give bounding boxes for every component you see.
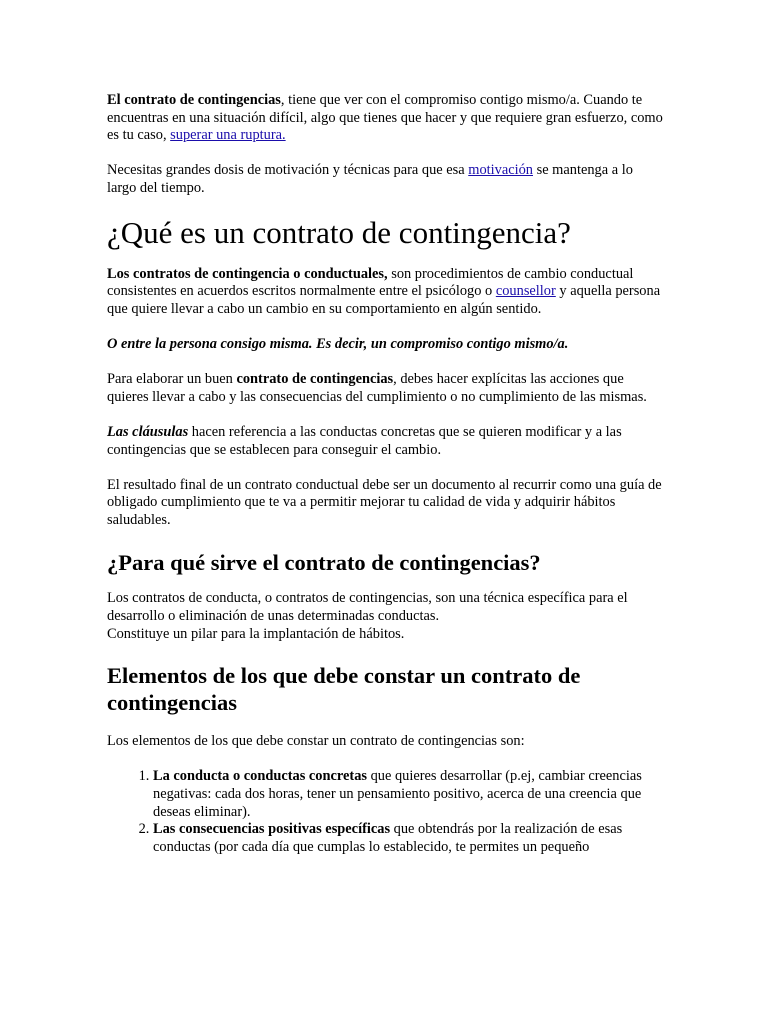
self-commitment-paragraph xyxy=(107,336,663,354)
clausulas-paragraph xyxy=(107,424,663,459)
clausulas-term: Las cláusulas xyxy=(107,423,189,440)
definition-text-after: y aquella persona que quiere llevar a cabo un cambio en su comportamiento en algún sentido. xyxy=(107,283,661,317)
heading-para-que-sirve: ¿Para qué sirve el contrato de contingencias? xyxy=(107,550,541,576)
purpose-paragraph: Los contratos de conducta, o contratos de contingencias, son una técnica específica para el desarrollo o eliminación de unas determinadas conductas. xyxy=(107,590,628,625)
list-item xyxy=(153,768,663,821)
definition-bold: Los contratos de contingencia o conductuales, xyxy=(107,265,388,282)
document-page xyxy=(107,92,663,856)
heading-elementos: Elementos de los que debe constar un contrato de contingencias xyxy=(107,663,581,716)
self-commitment-text: O entre la persona consigo misma. Es decir, un compromiso contigo mismo/a. xyxy=(107,335,569,352)
elaborate-text-after: , debes hacer explícitas las acciones que quieres llevar a cabo y las consecuencias del cumplimiento o no cumplimiento de las mismas. xyxy=(107,371,647,405)
pillar-paragraph: Constituye un pilar para la implantación de hábitos. xyxy=(107,625,405,642)
list-item-text: que obtendrás por la realización de esas conductas (por cada día que cumplas lo establecido, te permites un pequeño xyxy=(153,821,623,855)
list-item-text: que quieres desarrollar (p.ej, cambiar creencias negativas: cada dos horas, tener un pensamiento positivo, acerca de una creencia que deseas eliminar). xyxy=(153,768,642,820)
elaborate-paragraph xyxy=(107,371,663,406)
motivacion-link[interactable]: motivación xyxy=(468,162,533,179)
elements-intro-paragraph: Los elementos de los que debe constar un contrato de contingencias son: xyxy=(107,733,525,750)
motivation-text-before: Necesitas grandes dosis de motivación y técnicas para que esa xyxy=(107,162,469,179)
motivation-text-after: se mantenga a lo largo del tiempo. xyxy=(107,162,633,196)
result-paragraph: El resultado final de un contrato conductual debe ser un documento al recurrir como una guía de obligado cumplimiento que te va a permitir mejorar tu calidad de vida y adquirir hábitos saludables. xyxy=(107,476,662,528)
counsellor-link[interactable]: counsellor xyxy=(495,283,556,300)
elements-list xyxy=(107,768,663,856)
list-item-bold: La conducta o conductas concretas xyxy=(153,768,367,785)
motivation-paragraph xyxy=(107,162,663,197)
elaborate-bold: contrato de contingencias xyxy=(236,371,394,388)
list-item xyxy=(153,821,663,856)
superar-ruptura-link[interactable]: superar una ruptura. xyxy=(170,127,286,144)
elaborate-text-before: Para elaborar un buen xyxy=(107,371,237,388)
intro-bold-lead: El contrato de contingencias xyxy=(107,92,281,108)
list-item-bold: Las consecuencias positivas específicas xyxy=(153,821,391,838)
clausulas-text: hacen referencia a las conductas concretas que se quieren modificar y a las contingencias que se establecen para conseguir el cambio. xyxy=(107,423,622,458)
definition-text: son procedimientos de cambio conductual consistentes en acuerdos escritos normalmente entre el psicólogo o xyxy=(107,265,634,300)
heading-que-es-contrato: ¿Qué es un contrato de contingencia? xyxy=(107,214,571,250)
definition-paragraph xyxy=(107,266,663,319)
intro-paragraph xyxy=(107,92,663,145)
intro-text: , tiene que ver con el compromiso contigo mismo/a. Cuando te encuentras en una situación difícil, algo que tienes que hacer y que requiere gran esfuerzo, como es tu caso, xyxy=(107,92,663,144)
